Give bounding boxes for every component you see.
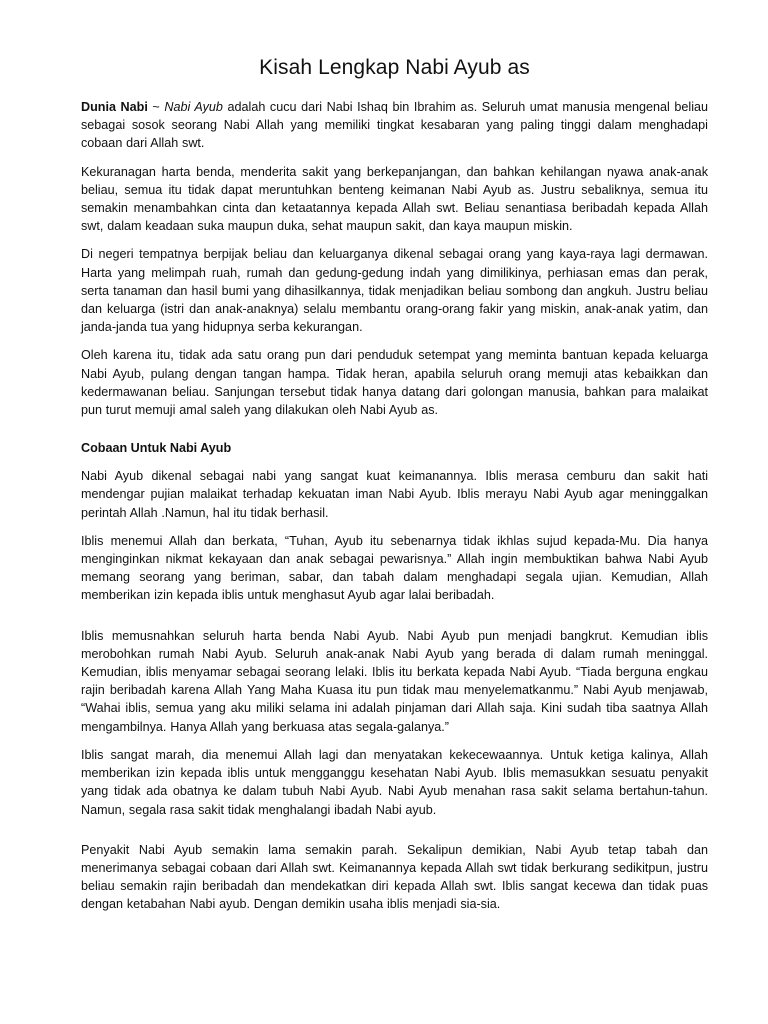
page-title: Kisah Lengkap Nabi Ayub as (259, 56, 530, 79)
paragraph: Iblis menemui Allah dan berkata, “Tuhan, Ayub itu sebenarnya tidak ikhlas sujud kepada-Mu. Dia hanya menginginkan nikmat kekayaan dan anak sebagai pewarisnya.” Allah ingin membuktikan bahwa Nabi Ayub memang seorang yang beriman, sabar, dan tabah dalam menghadapi segala ujian. Kemudian, Allah memberikan izin kepada iblis untuk menghasut Ayub agar lalai beribadah. (81, 533, 708, 603)
paragraph: Kekuranagan harta benda, menderita sakit yang berkepanjangan, dan bahkan kehilangan nyawa anak-anak beliau, semua itu tidak dapat meruntuhkan benteng keimanan Nabi Ayub as. Justru sebaliknya, semua itu semakin menambahkan cinta dan ketaatannya kepada Allah swt. Beliau senantiasa beribadah kepada Allah swt, dalam keadaan suka maupun duka, sehat maupun sakit, dan kaya maupun miskin. (81, 164, 708, 234)
intro-lead-bold: Dunia Nabi (81, 100, 148, 114)
intro-paragraph (81, 98, 708, 153)
paragraph: Di negeri tempatnya berpijak beliau dan keluarganya dikenal sebagai orang yang kaya-raya lagi dermawan. Harta yang melimpah ruah, rumah dan gedung-gedung indah yang dimilikinya, perhiasan emas dan perak, serta tanaman dan hasil bumi yang dihasilkannya, tidak menjadikan beliau sombong dan angkuh. Justru beliau dan keluarga (istri dan anak-anaknya) selalu membantu orang-orang fakir yang miskin, anak-anak yatim, dan janda-janda tua yang hidupnya serba kekurangan. (81, 247, 708, 335)
paragraph: Iblis sangat marah, dia menemui Allah lagi dan menyatakan kekecewaannya. Untuk ketiga kalinya, Allah memberikan izin kepada iblis untuk mengganggu kesehatan Nabi Ayub. Iblis memasukkan sesuatu penyakit yang tidak ada obatnya ke dalam tubuh Nabi Ayub. Nabi Ayub menahan rasa sakit selama bertahun-tahun. Namun, segala rasa sakit tidak menghalangi ibadah Nabi ayub. (81, 747, 708, 817)
section-heading: Cobaan Untuk Nabi Ayub (81, 441, 232, 456)
paragraph: Nabi Ayub dikenal sebagai nabi yang sangat kuat keimanannya. Iblis merasa cemburu dan sakit hati mendengar pujian malaikat terhadap kekuatan iman Nabi Ayub. Iblis merayu Nabi Ayub agar meninggalkan perintah Allah .Namun, hal itu tidak berhasil. (81, 469, 708, 520)
paragraph: Iblis memusnahkan seluruh harta benda Nabi Ayub. Nabi Ayub pun menjadi bangkrut. Kemudian iblis merobohkan rumah Nabi Ayub. Seluruh anak-anak Nabi Ayub yang berada di dalam rumah meninggal. Kemudian, iblis menyamar sebagai seorang lelaki. Iblis itu berkata kepada Nabi Ayub. “Tiada berguna engkau rajin beribadah karena Allah Yang Maha Kuasa itu pun tidak mau menyelematkanmu.” Nabi Ayub menjawab, “Wahai iblis, semua yang aku miliki selama ini adalah pinjaman dari Allah saja. Kini sudah tiba saatnya Allah mengambilnya. Hanya Allah yang berkuasa atas segala-galanya.” (81, 628, 708, 734)
intro-rest: adalah cucu dari Nabi Ishaq bin Ibrahim as. Seluruh umat manusia mengenal beliau sebagai sosok seorang Nabi Allah yang memiliki tingkat kesabaran yang paling tinggi dalam menghadapi cobaan dari Allah swt. (81, 100, 709, 151)
intro-lead-mark: ~ (147, 100, 165, 114)
paragraph: Penyakit Nabi Ayub semakin lama semakin parah. Sekalipun demikian, Nabi Ayub tetap tabah dan menerimanya sebagai cobaan dari Allah swt. Keimanannya kepada Allah swt tidak berkurang sedikitpun, justru beliau semakin rajin beribadah dan mendekatkan diri kepada Allah swt. Iblis sangat kecewa dan tidak puas dengan ketabahan Nabi ayub. Dengan demikin usaha iblis menjadi sia-sia. (81, 842, 708, 912)
intro-lead-italic: Nabi Ayub (164, 100, 223, 114)
paragraph: Oleh karena itu, tidak ada satu orang pun dari penduduk setempat yang meminta bantuan kepada keluarga Nabi Ayub, pulang dengan tangan hampa. Tidak heran, apabila seluruh orang memuji atas kebaikkan dan kedermawanan beliau. Sanjungan tersebut tidak hanya datang dari golongan manusia, bahkan para malaikat pun turut memuji amal saleh yang dilakukan oleh Nabi Ayub as. (81, 348, 708, 418)
